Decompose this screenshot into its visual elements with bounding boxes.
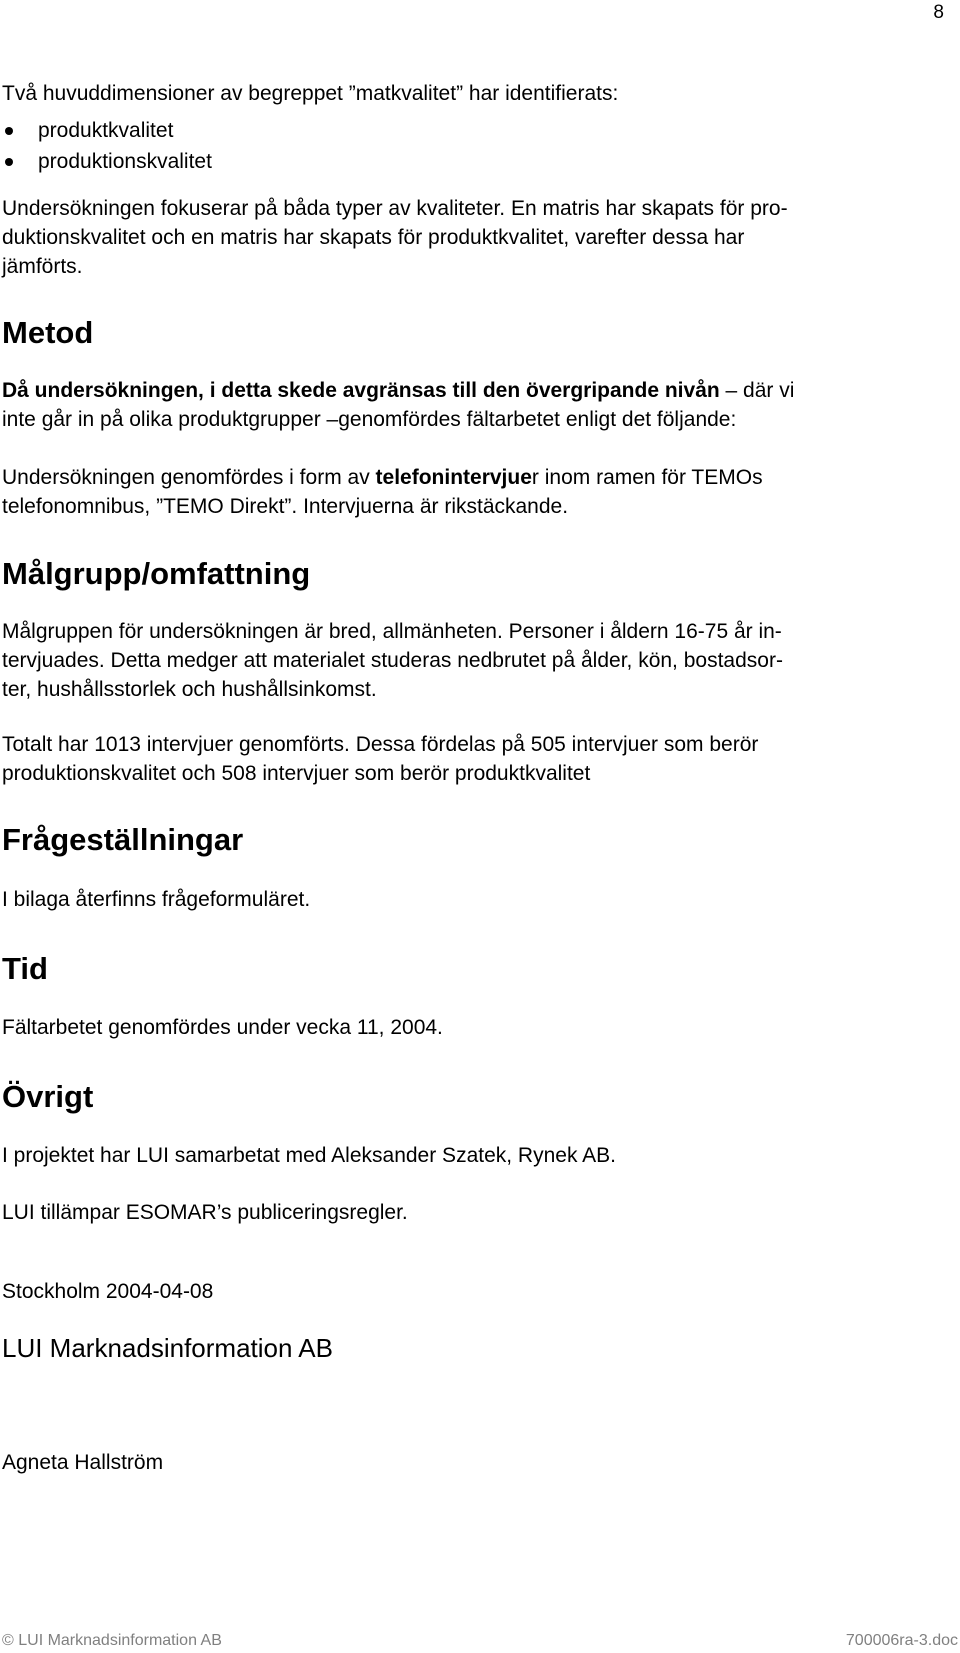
metod-rest-text: – där vi — [719, 379, 795, 402]
metod-paragraph-2-line-2: telefonomnibus, ”TEMO Direkt”. Intervjuerna är rikstäckande. — [2, 495, 569, 518]
metod-omnibus-text: r inom ramen för TEMOs — [531, 466, 763, 489]
focus-line-3: jämförts. — [2, 255, 83, 278]
ovrigt-paragraph-2: LUI tillämpar ESOMAR’s publiceringsregler. — [2, 1201, 408, 1224]
malgrupp-paragraph-1-line-3: ter, hushållsstorlek och hushållsinkomst. — [2, 678, 377, 701]
ovrigt-heading: Övrigt — [2, 1079, 94, 1114]
metod-bold-text: Då undersökningen, i detta skede avgränsas till den övergripande nivån — [2, 379, 720, 402]
telefonintervju-bold: telefonintervjue — [375, 466, 532, 489]
page-footer — [0, 1632, 960, 1653]
signature-place-date: Stockholm 2004-04-08 — [2, 1280, 214, 1303]
quality-dimensions-list — [2, 115, 212, 177]
metod-paragraph-1-line-2: inte går in på olika produktgrupper –genomfördes fältarbetet enligt det följande: — [2, 408, 737, 431]
focus-line-1: Undersökningen fokuserar på båda typer av kvaliteter. En matris har skapats för pro- — [2, 197, 788, 220]
footer-filename: 700006ra-3.doc — [845, 1632, 958, 1649]
footer-copyright: © LUI Marknadsinformation AB — [2, 1632, 222, 1649]
malgrupp-heading: Målgrupp/omfattning — [2, 556, 311, 591]
fragestallningar-heading: Frågeställningar — [2, 822, 244, 857]
malgrupp-paragraph-2-line-1: Totalt har 1013 intervjuer genomförts. Dessa fördelas på 505 intervjuer som berör — [2, 733, 759, 756]
metod-paragraph-1-line-1 — [2, 376, 794, 405]
malgrupp-paragraph-2-line-2: produktionskvalitet och 508 intervjuer som berör produktkvalitet — [2, 762, 591, 785]
ovrigt-paragraph-1: I projektet har LUI samarbetat med Aleksander Szatek, Rynek AB. — [2, 1144, 616, 1167]
intro-text: Två huvuddimensioner av begreppet ”matkvalitet” har identifierats: — [2, 82, 619, 105]
malgrupp-paragraph-1-line-1: Målgruppen för undersökningen är bred, allmänheten. Personer i åldern 16-75 år in- — [2, 620, 782, 643]
list-item: produktkvalitet — [2, 115, 212, 146]
signature-company: LUI Marknadsinformation AB — [2, 1333, 333, 1363]
tid-text: Fältarbetet genomfördes under vecka 11, 2004. — [2, 1016, 443, 1039]
metod-paragraph-2-line-1 — [2, 463, 763, 492]
fragestallningar-text: I bilaga återfinns frågeformuläret. — [2, 888, 311, 911]
signature-name: Agneta Hallström — [2, 1451, 164, 1474]
malgrupp-paragraph-1-line-2: tervjuades. Detta medger att materialet studeras nedbrutet på ålder, kön, bostadsor- — [2, 649, 783, 672]
tid-heading: Tid — [2, 951, 48, 986]
metod-heading: Metod — [2, 315, 94, 350]
list-item: produktionskvalitet — [2, 146, 212, 177]
metod-method-text: Undersökningen genomfördes i form av — [2, 466, 376, 489]
focus-line-2: duktionskvalitet och en matris har skapats för produktkvalitet, varefter dessa har — [2, 226, 745, 249]
page-number: 8 — [933, 2, 944, 23]
